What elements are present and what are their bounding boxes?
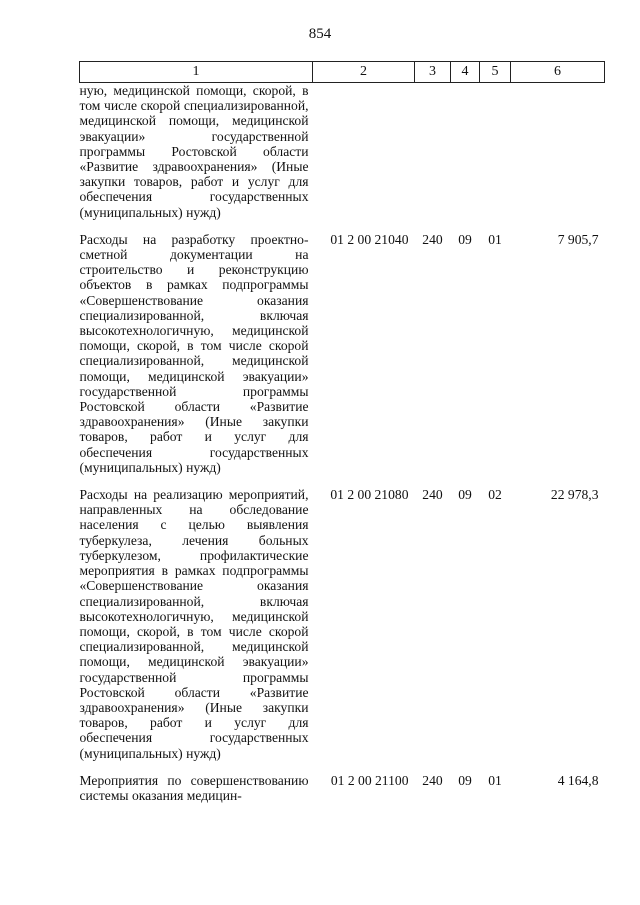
row-amount bbox=[511, 83, 605, 232]
row-code bbox=[313, 83, 415, 232]
row-code: 01 2 00 21100 bbox=[330, 772, 409, 788]
header-col-4: 4 bbox=[451, 62, 480, 83]
row-rz bbox=[451, 83, 480, 232]
header-col-5: 5 bbox=[480, 62, 511, 83]
page-number: 854 bbox=[308, 26, 332, 42]
row-vr: 240 bbox=[422, 772, 443, 788]
header-col-3: 3 bbox=[415, 62, 451, 83]
budget-table bbox=[79, 61, 605, 815]
row-pr: 01 bbox=[488, 231, 502, 247]
row-rz: 09 bbox=[458, 487, 472, 503]
row-code: 01 2 00 21040 bbox=[330, 231, 409, 247]
row-vr bbox=[415, 83, 451, 232]
row-amount: 7 905,7 bbox=[557, 231, 599, 247]
row-pr bbox=[480, 83, 511, 232]
row-description: Расходы на разработку проектно-сметной документации на строительство и реконструкцию объектов в рамках подпрограммы «Совершенствование оказания специализированной, включая высокотехнологичную, медицинской помощи, скорой, в том числе скорой специализированной, медицинской помощи, медицинской эвакуации» государственной программы Ростовской области «Развитие здравоохранения» (Иные закупки товаров, работ и услуг для обеспечения государственных (муниципальных) нужд) bbox=[79, 231, 309, 475]
row-description: Расходы на реализацию мероприятий, направленных на обследование населения с целью выявления туберкулеза, лечения больных туберкулезом, профилактические мероприятия в рамках подпрограммы «Совершенствование оказания специализированной, включая высокотехнологичную, медицинской помощи, скорой, в том числе скорой специализированной, медицинской помощи, медицинской эвакуации» государственной программы Ростовской области «Развитие здравоохранения» (Иные закупки товаров, работ и услуг для обеспечения государственных (муниципальных) нужд) bbox=[79, 487, 309, 761]
row-code: 01 2 00 21080 bbox=[330, 487, 409, 503]
row-amount: 4 164,8 bbox=[557, 772, 599, 788]
table-row bbox=[80, 232, 605, 487]
row-pr: 02 bbox=[488, 487, 502, 503]
row-vr: 240 bbox=[422, 487, 443, 503]
row-rz: 09 bbox=[458, 231, 472, 247]
table-row bbox=[80, 83, 605, 232]
row-description: Мероприятия по совершенствованию системы оказания медицин- bbox=[79, 772, 309, 803]
header-col-2: 2 bbox=[313, 62, 415, 83]
table-header-row bbox=[80, 62, 605, 83]
header-col-1: 1 bbox=[80, 62, 313, 83]
row-description: ную, медицинской помощи, скорой, в том числе скорой специализированной, медицинской помощи, медицинской эвакуации» государственной программы Ростовской области «Развитие здравоохранения» (Иные закупки товаров, работ и услуг для обеспечения государственных (муниципальных) нужд) bbox=[79, 83, 309, 220]
row-amount: 22 978,3 bbox=[550, 487, 599, 503]
row-vr: 240 bbox=[422, 231, 443, 247]
table-row bbox=[80, 487, 605, 773]
row-pr: 01 bbox=[488, 772, 502, 788]
table-row bbox=[80, 773, 605, 815]
header-col-6: 6 bbox=[511, 62, 605, 83]
row-rz: 09 bbox=[458, 772, 472, 788]
